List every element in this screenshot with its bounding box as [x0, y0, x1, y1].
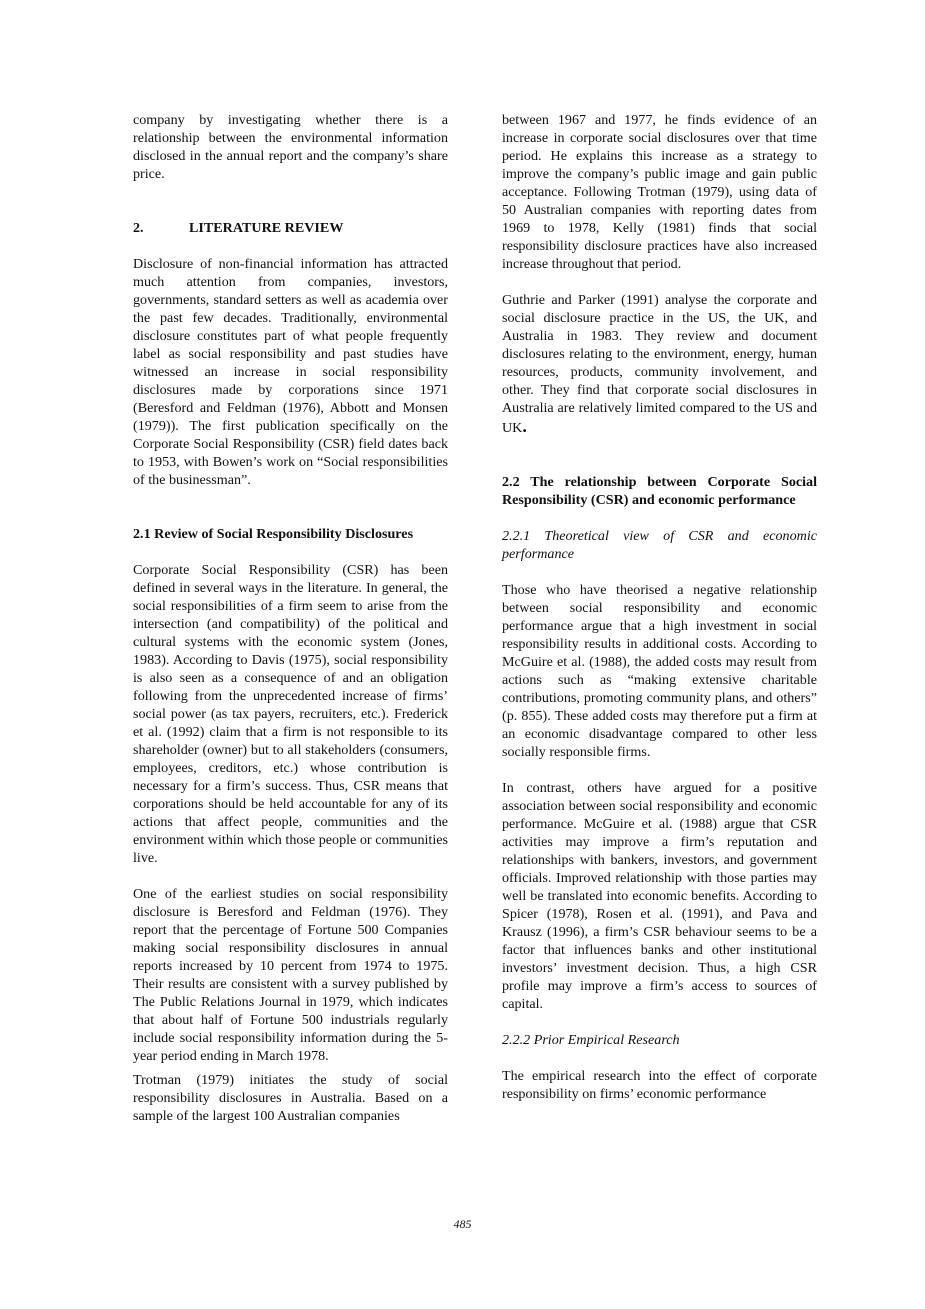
- section-2-title: LITERATURE REVIEW: [189, 220, 344, 236]
- section-2-1-paragraph-3: Trotman (1979) initiates the study of social responsibility disclosures in Australia. Based on a sample of the largest 100 Australian companies: [133, 1072, 448, 1124]
- guthrie-parker-text: Guthrie and Parker (1991) analyse the corporate and social disclosure practice in the US, the UK, and Australia in 1983. They review and document disclosures relating to the environment, energy, human resources, products, community involvement, and other. They find that corporate social disclosures in Australia are relatively limited compared to the US and UK: [502, 292, 817, 436]
- section-2-2-1-paragraph-1: Those who have theorised a negative relationship between social responsibility and economic performance argue that a high investment in social responsibility results in additional costs. According to McGuire et al. (1988), the added costs may result from actions such as “making extensive charitable contributions, promoting community plans, and others” (p. 855). These added costs may therefore put a firm at an economic disadvantage compared to other less socially responsible firms.: [502, 582, 817, 760]
- section-2-2-heading: 2.2 The relationship between Corporate Social Responsibility (CSR) and economic performance: [502, 474, 817, 508]
- intro-paragraph: company by investigating whether there is a relationship between the environmental information disclosed in the annual report and the company’s share price.: [133, 112, 448, 182]
- continuation-paragraph: between 1967 and 1977, he finds evidence of an increase in corporate social disclosures over that time period. He explains this increase as a strategy to improve the company’s public image and gain public acceptance. Following Trotman (1979), using data of 50 Australian companies with reporting dates from 1969 to 1978, Kelly (1981) finds that social responsibility disclosure practices have also increased increase throughout that period.: [502, 112, 817, 272]
- section-2-number: 2.: [133, 220, 144, 236]
- section-2-2-2-heading: 2.2.2 Prior Empirical Research: [502, 1032, 680, 1048]
- page-number: 485: [453, 1217, 472, 1231]
- section-2-2-1-paragraph-2: In contrast, others have argued for a positive association between social responsibility and economic performance. McGuire et al. (1988) argue that CSR activities may improve a firm’s reputation and relationships with bankers, investors, and government officials. Improved relationship with those parties may well be translated into economic benefits. According to Spicer (1978), Rosen et al. (1991), and Pava and Krausz (1996), a firm’s CSR behaviour seems to be a factor that influences banks and other institutional investors’ investment decision. Thus, a high CSR profile may improve a firm’s access to sources of capital.: [502, 780, 817, 1012]
- section-2-2-2-paragraph: The empirical research into the effect of corporate responsibility on firms’ economic performance: [502, 1068, 817, 1102]
- section-2-2-1-heading: 2.2.1 Theoretical view of CSR and economic performance: [502, 528, 817, 562]
- section-2-1-heading: 2.1 Review of Social Responsibility Disclosures: [133, 526, 414, 542]
- guthrie-parker-period: .: [522, 416, 527, 436]
- guthrie-parker-paragraph: [502, 291, 817, 437]
- left-column: [133, 111, 448, 1125]
- section-2-1-paragraph-1: Corporate Social Responsibility (CSR) has been defined in several ways in the literature. In general, the social responsibilities of a firm seem to arise from the intersection (and compatibility) of the political and cultural systems with the economic system (Jones, 1983). According to Davis (1975), social responsibility is also seen as a consequence of and an obligation following from the unprecedented increase of firms’ social power (as tax payers, recruiters, etc.). Frederick et al. (1992) claim that a firm is not responsible to its shareholder (owner) but to all stakeholders (consumers, employees, creditors, etc.) whose contribution is necessary for a firm’s success. Thus, CSR means that corporations should be held accountable for any of its actions that affect people, communities and the environment within which those people or communities live.: [133, 562, 448, 866]
- section-2-heading: [133, 219, 448, 237]
- right-column: [502, 111, 817, 1103]
- section-2-paragraph: Disclosure of non-financial information has attracted much attention from companies, investors, governments, standard setters as well as academia over the past few decades. Traditionally, environmental disclosure constitutes part of what people frequently label as social responsibility and past studies have witnessed an increase in social responsibility disclosures made by corporations since 1971 (Beresford and Feldman (1976), Abbott and Monsen (1979)). The first publication specifically on the Corporate Social Responsibility (CSR) field dates back to 1953, with Bowen’s work on “Social responsibilities of the businessman”.: [133, 256, 448, 488]
- section-2-1-paragraph-2: One of the earliest studies on social responsibility disclosure is Beresford and Feldman (1976). They report that the percentage of Fortune 500 Companies making social responsibility disclosures in annual reports increased by 10 percent from 1974 to 1975. Their results are consistent with a survey published by The Public Relations Journal in 1979, which indicates that about half of Fortune 500 industrials regularly include social responsibility information during the 5-year period ending in March 1978.: [133, 886, 448, 1064]
